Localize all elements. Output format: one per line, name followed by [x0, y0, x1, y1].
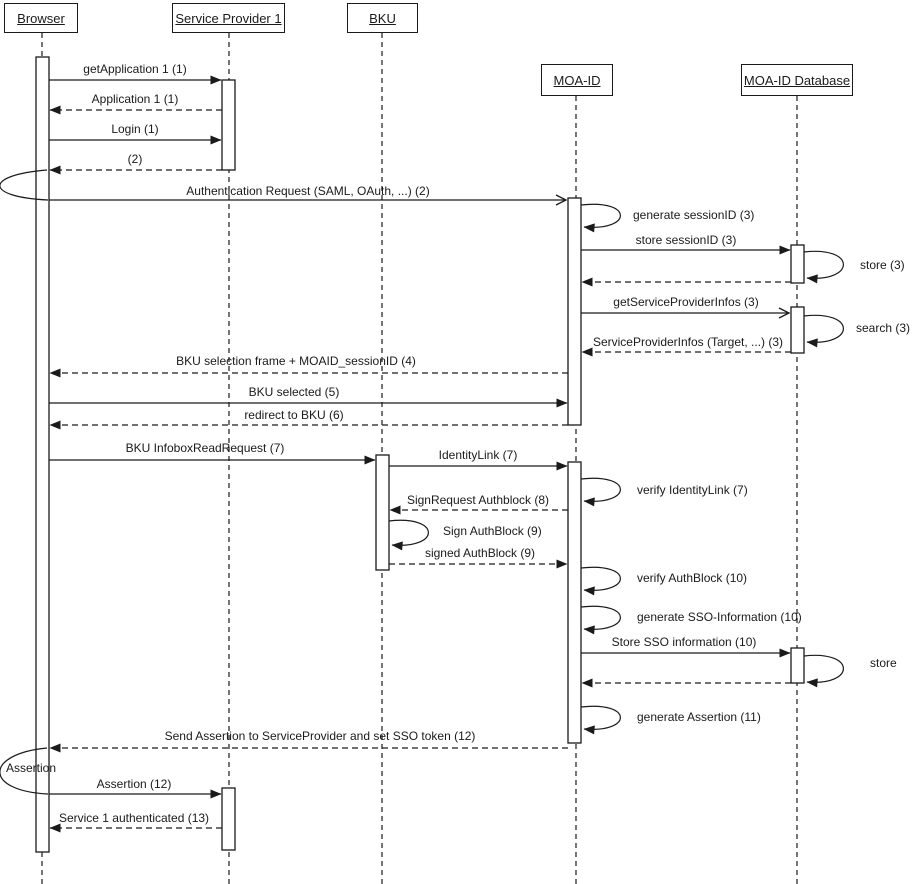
actor-box-browser [4, 3, 78, 33]
actor-label-moa-id: MOA-ID [553, 72, 601, 88]
message-label-store-sessionid: store sessionID (3) [635, 233, 737, 247]
message-label-authentication-request: Authentication Request (SAML, OAuth, ...) (2) [186, 184, 430, 198]
activation-db-store-sso [791, 648, 804, 683]
message-label-identitylink: IdentityLink (7) [438, 448, 518, 462]
activation-db-store-session [791, 245, 804, 283]
message-label-login: Login (1) [111, 122, 159, 136]
message-label-generate-sessionid: generate sessionID (3) [633, 208, 755, 222]
message-label-sign-authblock: Sign AuthBlock (9) [443, 524, 542, 538]
activation-moa-id-auth [568, 462, 581, 743]
loop-generate-sessionid [581, 204, 620, 227]
actor-label-service-provider-1: Service Provider 1 [175, 10, 282, 26]
message-label-application: Application 1 (1) [91, 92, 179, 106]
loop-verify-authblock [581, 567, 620, 590]
activation-sp1-login [222, 80, 235, 170]
message-label-bku-selection-frame: BKU selection frame + MOAID_sessionID (4) [176, 354, 416, 368]
actor-label-browser: Browser [17, 10, 65, 26]
message-label-signed-authblock: signed AuthBlock (9) [424, 546, 536, 560]
message-label-signrequest-authblock: SignRequest Authblock (8) [406, 493, 550, 507]
message-label-verify-identitylink: verify IdentityLink (7) [637, 483, 748, 497]
message-label-assertion: Assertion (12) [96, 777, 172, 791]
message-label-store-sso-information: Store SSO information (10) [611, 635, 757, 649]
message-label-assertion-note: Assertion [6, 761, 57, 775]
actor-box-moa-id [541, 64, 613, 96]
message-label-db-search: search (3) [856, 321, 911, 335]
message-label-serviceproviderinfos: ServiceProviderInfos (Target, ...) (3) [592, 335, 784, 349]
message-label-bku-selected: BKU selected (5) [248, 385, 340, 399]
loop-db-store [804, 251, 843, 278]
message-label-service1-authenticated: Service 1 authenticated (13) [58, 811, 210, 825]
message-label-getserviceproviderinfos: getServiceProviderInfos (3) [613, 295, 759, 309]
loop-db-search [804, 315, 843, 342]
message-label-generate-assertion: generate Assertion (11) [637, 710, 761, 724]
activation-db-search [791, 307, 804, 353]
message-label-redirect-to-bku: redirect to BKU (6) [244, 408, 344, 422]
actor-label-moa-id-database: MOA-ID Database [743, 72, 851, 88]
message-label-verify-authblock: verify AuthBlock (10) [637, 571, 748, 585]
actor-label-bku: BKU [369, 10, 396, 26]
message-label-send-assertion: Send Assertion to ServiceProvider and set SSO token (12) [164, 729, 476, 743]
loop-generate-assertion [581, 706, 620, 729]
loop-db-store-sso [804, 655, 843, 682]
actor-box-moa-id-database [741, 64, 853, 96]
message-label-db-store: store (3) [860, 258, 905, 272]
message-label-login-return: (2) [127, 152, 143, 166]
loop-verify-identitylink [581, 478, 620, 501]
activation-bku [376, 455, 389, 570]
message-label-generate-sso-information: generate SSO-Information (10) [637, 610, 802, 624]
activation-browser [36, 57, 49, 852]
message-label-getapplication: getApplication 1 (1) [83, 62, 187, 76]
actor-box-service-provider-1 [172, 3, 285, 33]
actor-box-bku [347, 3, 418, 33]
loop-sign-authblock [389, 520, 428, 545]
message-label-bku-infoboxreadrequest: BKU InfoboxReadRequest (7) [125, 441, 285, 455]
loop-generate-sso-information [581, 606, 620, 629]
message-label-db-store-sso: store [870, 656, 897, 670]
activation-moa-id-session [568, 198, 581, 425]
activation-sp1-assertion [222, 788, 235, 850]
